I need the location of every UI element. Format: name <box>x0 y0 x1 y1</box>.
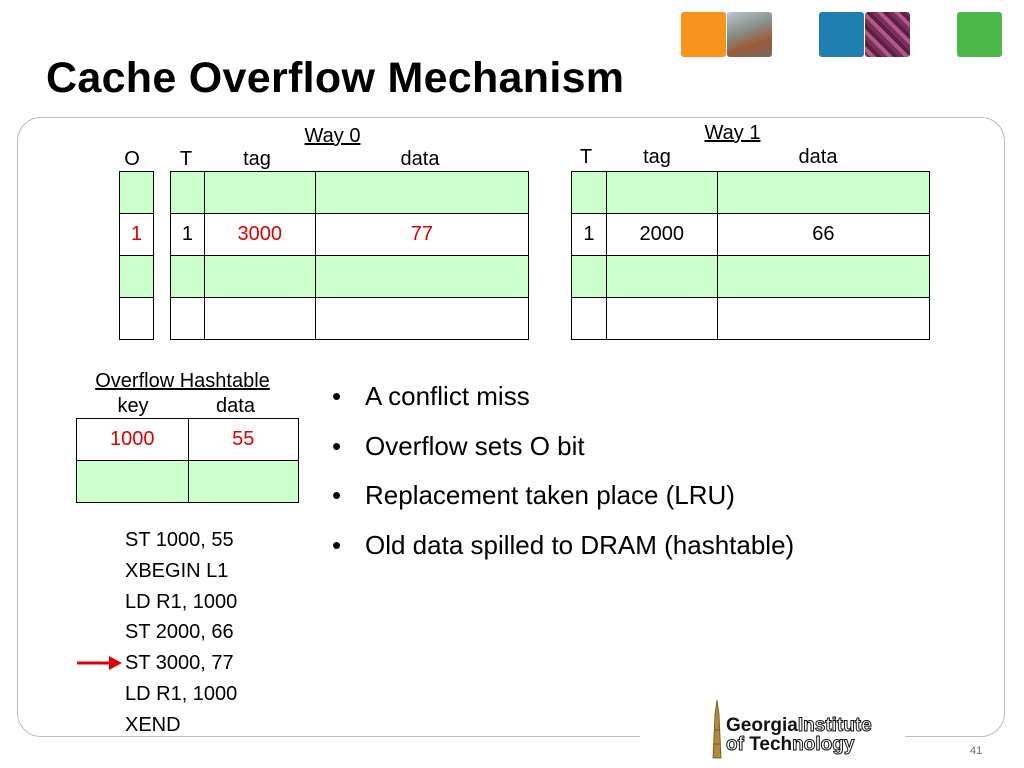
way0-header-t: T <box>179 148 193 170</box>
way1-header-t: T <box>579 146 593 168</box>
bullet-item: • Old data spilled to DRAM (hashtable) <box>332 521 794 571</box>
way0-t-cell <box>171 298 205 340</box>
hashtable-key-cell: 1000 <box>77 419 189 461</box>
way1-data-cell <box>717 172 929 214</box>
way0-data-cell: 77 <box>315 214 528 256</box>
deco-square-blue <box>819 12 864 57</box>
way0-label: Way 0 <box>304 125 361 147</box>
georgia-tech-logo <box>640 700 905 764</box>
way1-t-cell <box>572 256 607 298</box>
way0-o-column <box>119 171 154 340</box>
current-instruction-arrow-icon <box>77 655 122 671</box>
tower-icon <box>710 700 724 760</box>
deco-photo-campus <box>727 12 772 57</box>
way0-header-tag: tag <box>243 148 271 170</box>
way1-t-cell: 1 <box>572 214 607 256</box>
logo-text: Institute <box>797 715 872 736</box>
way0-header-o: O <box>124 148 140 170</box>
way0-o-cell <box>120 298 154 340</box>
code-line: LD R1, 1000 <box>125 590 238 613</box>
deco-photo-circuit <box>865 12 910 57</box>
way1-t-cell <box>572 298 607 340</box>
hashtable-key-cell <box>77 461 189 503</box>
hashtable-header-key: key <box>117 395 149 417</box>
way1-table <box>571 171 930 340</box>
way1-tag-cell: 2000 <box>606 214 717 256</box>
hashtable-title: Overflow Hashtable <box>95 370 270 392</box>
way0-o-cell <box>120 256 154 298</box>
way0-o-cell <box>120 172 154 214</box>
way0-data-cell <box>315 298 528 340</box>
deco-square-green <box>957 12 1002 57</box>
way1-header-data: data <box>798 146 838 168</box>
way0-data-cell <box>315 172 528 214</box>
way0-header-data: data <box>400 148 440 170</box>
bullet-item: • Overflow sets O bit <box>332 422 794 472</box>
way0-t-cell <box>171 172 205 214</box>
way1-tag-cell <box>606 298 717 340</box>
code-line: ST 1000, 55 <box>125 529 234 551</box>
way1-data-cell <box>717 256 929 298</box>
way0-o-cell: 1 <box>120 214 154 256</box>
code-line-current: ST 3000, 77 <box>125 652 234 675</box>
way0-data-cell <box>315 256 528 298</box>
logo-text: Georgia <box>726 715 798 736</box>
way1-header-tag: tag <box>643 146 671 168</box>
hashtable-data-cell: 55 <box>188 419 298 461</box>
way0-t-cell: 1 <box>171 214 205 256</box>
way1-t-cell <box>572 172 607 214</box>
way0-t-cell <box>171 256 205 298</box>
code-line: LD R1, 1000 <box>125 682 238 705</box>
way1-data-cell: 66 <box>717 214 929 256</box>
way0-tag-cell: 3000 <box>204 214 315 256</box>
hashtable-data-cell <box>188 461 298 503</box>
page-number: 41 <box>970 745 983 757</box>
way1-tag-cell <box>606 256 717 298</box>
logo-text: nology <box>792 734 855 755</box>
slide-title: Cache Overflow Mechanism <box>46 54 625 102</box>
way1-data-cell <box>717 298 929 340</box>
code-line: XEND <box>125 713 181 736</box>
code-line: XBEGIN L1 <box>125 559 229 582</box>
way1-label: Way 1 <box>704 122 761 144</box>
way1-tag-cell <box>606 172 717 214</box>
bullet-list <box>332 372 794 570</box>
hashtable-header-data: data <box>216 395 255 417</box>
way0-tag-cell <box>204 172 315 214</box>
deco-square-orange <box>681 12 726 57</box>
code-listing <box>125 525 237 741</box>
bullet-item: • A conflict miss <box>332 372 794 422</box>
logo-text: of <box>726 734 750 755</box>
way0-tag-cell <box>204 256 315 298</box>
hashtable-table <box>76 418 299 503</box>
way0-table <box>170 171 529 340</box>
logo-text: Tech <box>749 734 793 755</box>
code-line: ST 2000, 66 <box>125 621 234 644</box>
way0-tag-cell <box>204 298 315 340</box>
bullet-item: • Replacement taken place (LRU) <box>332 471 794 521</box>
